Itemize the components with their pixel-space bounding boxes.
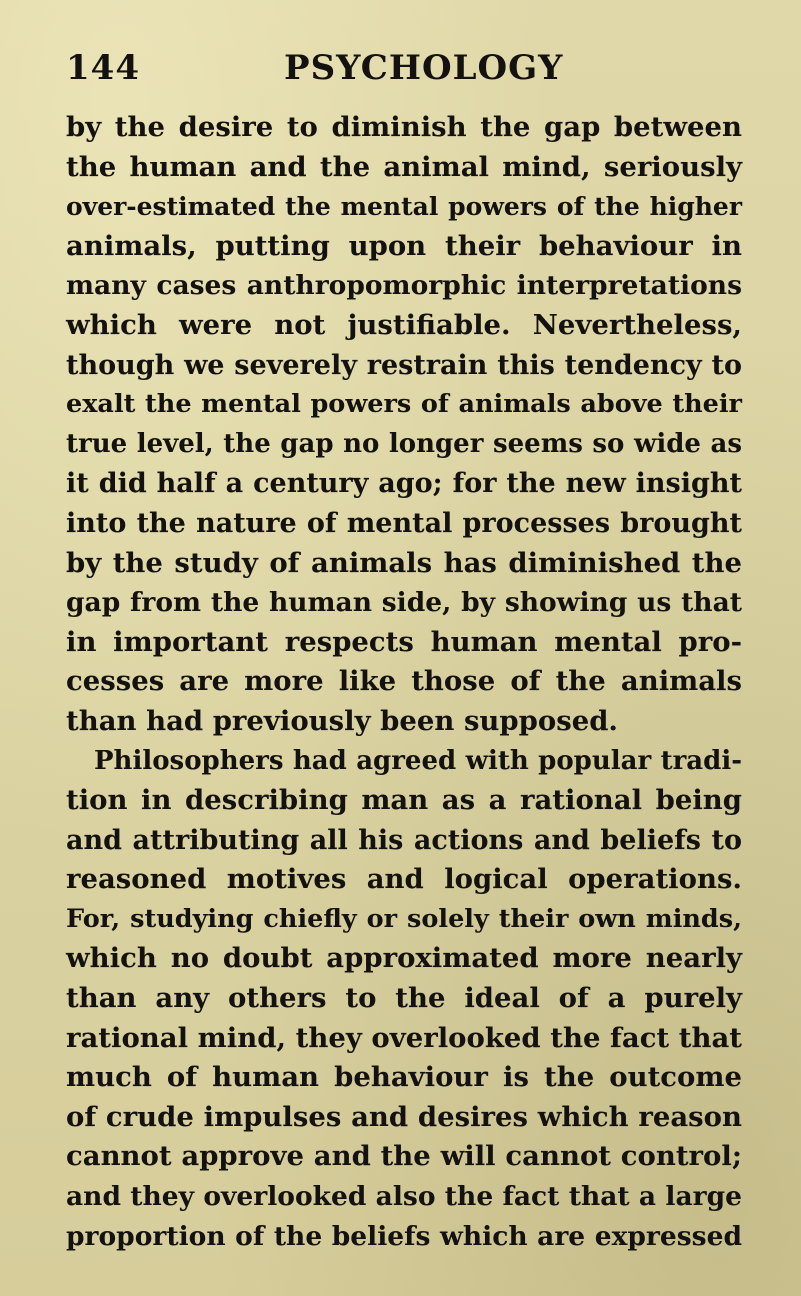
text-line: the human and the animal mind, seriously xyxy=(66,150,742,183)
page-number: 144 xyxy=(66,48,140,88)
text-line: into the nature of mental processes brought xyxy=(66,507,742,539)
text-line: which were not justifiable. Nevertheless, xyxy=(66,308,742,341)
text-line: many cases anthropomorphic interpretations xyxy=(66,270,742,302)
text-line: than any others to the ideal of a purely xyxy=(66,982,742,1015)
text-line: which no doubt approximated more nearly xyxy=(66,942,742,975)
text-line: true level, the gap no longer seems so wide as xyxy=(66,428,742,459)
text-line: reasoned motives and logical operations. xyxy=(66,863,742,896)
paragraph-start-line: Philosophers had agreed with popular tradi- xyxy=(94,745,742,776)
text-line: and attributing all his actions and beliefs to xyxy=(66,824,742,856)
paragraph-end-line: than had previously been supposed. xyxy=(66,704,619,737)
text-line: gap from the human side, by showing us that xyxy=(66,587,742,619)
text-line: it did half a century ago; for the new insight xyxy=(66,468,742,500)
text-line: tion in describing man as a rational being xyxy=(66,784,742,817)
text-line: proportion of the beliefs which are expressed xyxy=(66,1220,742,1252)
text-line: For, studying chiefly or solely their own minds, xyxy=(66,903,742,934)
text-line: by the study of animals has diminished the xyxy=(66,546,742,579)
text-line: of crude impulses and desires which reason xyxy=(66,1100,742,1133)
text-line: cannot approve and the will cannot control; xyxy=(66,1140,742,1173)
text-line: cesses are more like those of the animals xyxy=(66,665,742,698)
running-head: PSYCHOLOGY xyxy=(284,48,564,88)
text-line: rational mind, they overlooked the fact that xyxy=(66,1021,742,1054)
text-line: much of human behaviour is the outcome xyxy=(66,1061,742,1094)
page-header xyxy=(0,43,801,93)
text-line: over-estimated the mental powers of the higher xyxy=(66,192,742,222)
text-line: though we severely restrain this tendency to xyxy=(66,349,742,381)
text-line: in important respects human mental pro- xyxy=(66,625,742,658)
text-line: animals, putting upon their behaviour in xyxy=(66,229,742,262)
body-text xyxy=(66,108,742,1256)
text-line: and they overlooked also the fact that a large xyxy=(66,1181,742,1213)
text-line: exalt the mental powers of animals above their xyxy=(66,389,742,420)
text-line: by the desire to diminish the gap between xyxy=(66,111,742,143)
